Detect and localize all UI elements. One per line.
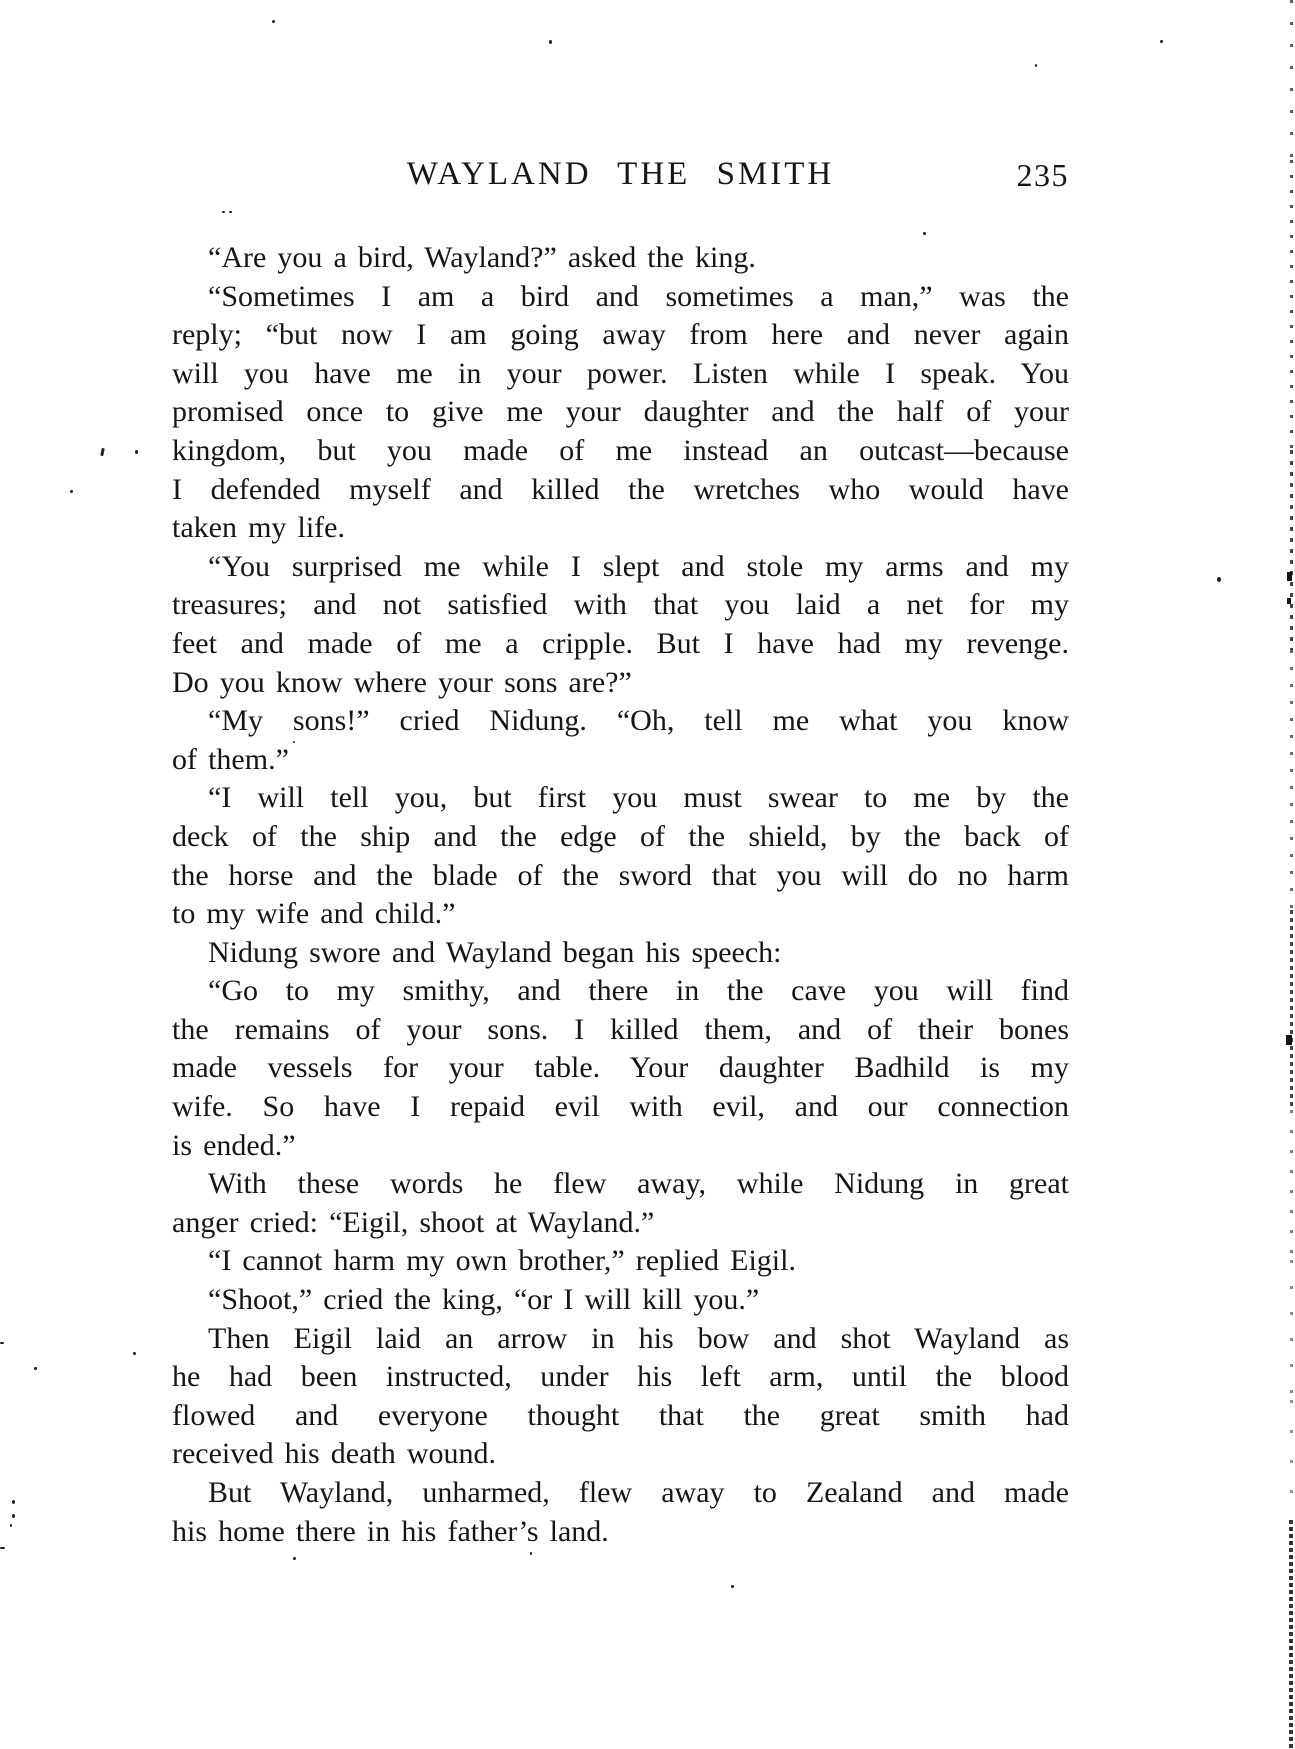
scan-artifact [70,490,73,493]
text-line: feet and made of me a cripple. But I have had my revenge. [172,626,1069,660]
scan-artifact [12,1514,15,1518]
scan-artifact [293,1557,296,1560]
scan-artifact [100,448,105,456]
scan-noise-right-edge [1290,1400,1293,1520]
text-line: treasures; and not satisfied with that you laid a net for my [172,588,1069,622]
scan-artifact [1160,40,1163,43]
paragraph [172,1281,1069,1320]
scan-artifact [133,1352,136,1355]
text-line: Then Eigil laid an arrow in his bow and shot Wayland as [208,1321,1069,1355]
text-line: I defended myself and killed the wretches who would have [172,472,1069,506]
scan-artifact [1035,64,1037,67]
scan-noise-right-edge [1289,1520,1293,1749]
scan-noise-right-edge [1290,450,1293,650]
scan-artifact [923,232,926,235]
text-line: “Shoot,” cried the king, “or I will kill you.” [208,1283,760,1317]
text-line: kingdom, but you made of me instead an outcast—because [172,433,1069,467]
text-line: But Wayland, unharmed, flew away to Zealand and made [208,1476,1069,1509]
scan-artifact [272,20,275,23]
text-line: “Are you a bird, Wayland?” asked the king. [208,241,756,274]
text-line: anger cried: “Eigil, shoot at Wayland.” [172,1205,655,1239]
scan-artifact [12,1500,15,1504]
scan-artifact [0,1342,4,1344]
paragraph [172,548,1069,702]
paragraph [172,702,1069,779]
text-line: “Sometimes I am a bird and sometimes a man,” was the [208,279,1069,313]
text-line: he had been instructed, under his left arm, until the blood [172,1360,1069,1394]
scan-artifact [135,450,138,454]
paragraph [172,1320,1069,1474]
text-line: will you have me in your power. Listen while I speak. You [172,356,1069,390]
page-header [172,156,1069,200]
paragraph [172,239,1069,278]
scan-noise-right-edge [1290,1260,1293,1400]
scan-noise-right-edge [1290,910,1293,1110]
page-title: WAYLAND THE SMITH [406,156,835,192]
text-line: deck of the ship and the edge of the shield, by the back of [172,819,1069,853]
body-text [172,239,1069,1551]
paragraph [172,278,1069,548]
paragraph [172,934,1069,973]
paragraph [172,1242,1069,1281]
scan-artifact [549,40,552,44]
scan-artifact [731,1585,734,1588]
paragraph [172,779,1069,933]
text-line: the remains of your sons. I killed them, and of their bones [172,1012,1069,1046]
scan-artifact [10,1524,12,1527]
text-line: the horse and the blade of the sword that you will do no harm [172,858,1069,892]
text-line: received his death wound. [172,1437,497,1471]
text-line: to my wife and child.” [172,897,456,931]
text-line: is ended.” [172,1128,296,1162]
text-line: Nidung swore and Wayland began his speech: [208,935,782,969]
text-line: wife. So have I repaid evil with evil, and our connection [172,1090,1069,1124]
text-line: Do you know where your sons are?” [172,665,632,699]
scan-artifact [530,1552,532,1555]
paragraph [172,1474,1069,1551]
text-line: “You surprised me while I slept and stole my arms and my [208,549,1069,583]
text-line: taken my life. [172,511,345,545]
text-line: his home there in his father’s land. [172,1514,609,1548]
text-line: “My sons!” cried Nidung. “Oh, tell me what you know [208,704,1069,738]
text-line: “I will tell you, but first you must swear to me by the [208,781,1069,815]
text-line: made vessels for your table. Your daughter Badhild is my [172,1051,1069,1085]
scan-noise-right-edge [1290,1110,1293,1260]
text-line: promised once to give me your daughter and the half of your [172,395,1069,429]
text-line: of them.” [172,742,289,776]
text-line: reply; “but now I am going away from here and never again [172,318,1069,352]
text-line: “Go to my smithy, and there in the cave you will find [208,974,1069,1008]
scan-artifact [34,1367,37,1370]
scan-artifact [0,1547,5,1549]
scan-artifact [293,741,295,743]
paragraph [172,972,1069,1165]
scan-artifact [1286,1035,1292,1045]
scan-noise-right-edge [1290,160,1293,450]
scan-artifact [222,211,225,213]
text-line: With these words he flew away, while Nidung in great [208,1167,1069,1201]
scan-noise-right-edge [1290,0,1293,160]
scan-noise-right-edge [1290,650,1293,910]
text-line: flowed and everyone thought that the great smith had [172,1398,1069,1432]
scan-artifact [229,211,232,213]
paragraph [172,1165,1069,1242]
text-line: “I cannot harm my own brother,” replied Eigil. [208,1244,796,1278]
scan-artifact [1217,577,1221,582]
page-number: 235 [1016,157,1069,193]
scan-artifact [1287,598,1291,604]
scan-artifact [1287,572,1292,581]
